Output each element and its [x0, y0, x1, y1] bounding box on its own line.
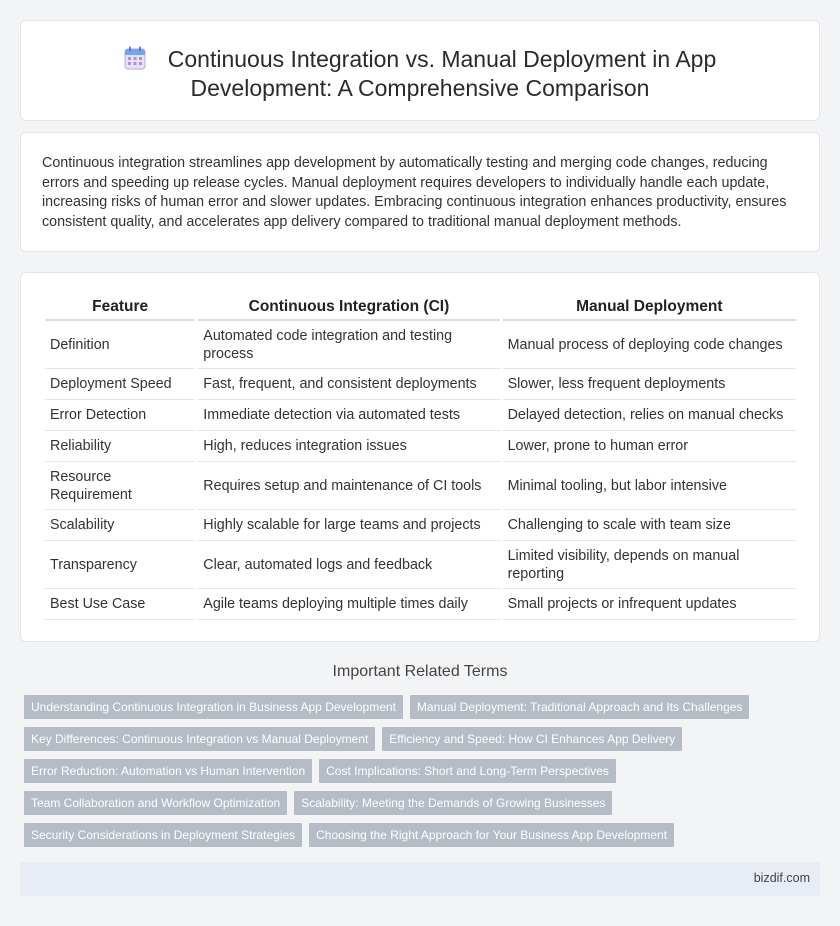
ci-cell: Fast, frequent, and consistent deployments: [198, 369, 499, 400]
related-term-link[interactable]: Efficiency and Speed: How CI Enhances App Delivery: [382, 727, 682, 751]
ci-cell: High, reduces integration issues: [198, 431, 499, 462]
ci-cell: Highly scalable for large teams and projects: [198, 510, 499, 541]
related-term-link[interactable]: Cost Implications: Short and Long-Term Perspectives: [319, 759, 616, 783]
feature-cell: Scalability: [45, 510, 195, 541]
manual-cell: Small projects or infrequent updates: [503, 589, 796, 620]
title-card: [20, 20, 820, 121]
page-title: [21, 45, 819, 103]
feature-cell: Reliability: [45, 431, 195, 462]
header-manual: Manual Deployment: [503, 293, 796, 321]
comparison-table-card: [20, 272, 820, 642]
table-row: [45, 431, 796, 462]
manual-cell: Minimal tooling, but labor intensive: [503, 462, 796, 510]
manual-cell: Delayed detection, relies on manual checks: [503, 400, 796, 431]
related-terms-title: Important Related Terms: [332, 663, 508, 680]
table-row: [45, 369, 796, 400]
table-header-row: [45, 293, 796, 321]
table-row: [45, 589, 796, 620]
intro-card: [20, 132, 820, 252]
footer: [20, 862, 820, 896]
footer-brand[interactable]: bizdif.com: [753, 871, 810, 885]
ci-cell: Agile teams deploying multiple times daily: [198, 589, 499, 620]
table-row: [45, 321, 796, 369]
ci-cell: Requires setup and maintenance of CI tools: [198, 462, 499, 510]
feature-cell: Definition: [45, 321, 195, 369]
table-row: [45, 541, 796, 589]
related-term-link[interactable]: Manual Deployment: Traditional Approach and Its Challenges: [410, 695, 750, 719]
related-term-link[interactable]: Key Differences: Continuous Integration vs Manual Deployment: [24, 727, 375, 751]
feature-cell: Best Use Case: [45, 589, 195, 620]
comparison-table: [42, 293, 799, 620]
related-term-link[interactable]: Choosing the Right Approach for Your Business App Development: [309, 823, 674, 847]
related-terms-list: [24, 695, 814, 855]
header-feature: Feature: [45, 293, 195, 321]
table-row: [45, 510, 796, 541]
related-term-link[interactable]: Security Considerations in Deployment Strategies: [24, 823, 302, 847]
manual-cell: Manual process of deploying code changes: [503, 321, 796, 369]
ci-cell: Clear, automated logs and feedback: [198, 541, 499, 589]
related-term-link[interactable]: Scalability: Meeting the Demands of Growing Businesses: [294, 791, 612, 815]
related-term-link[interactable]: Understanding Continuous Integration in Business App Development: [24, 695, 403, 719]
feature-cell: Deployment Speed: [45, 369, 195, 400]
ci-cell: Automated code integration and testing process: [198, 321, 499, 369]
calendar-icon: [124, 46, 146, 70]
table-row: [45, 400, 796, 431]
related-term-link[interactable]: Error Reduction: Automation vs Human Intervention: [24, 759, 312, 783]
feature-cell: Transparency: [45, 541, 195, 589]
header-ci: Continuous Integration (CI): [198, 293, 499, 321]
ci-cell: Immediate detection via automated tests: [198, 400, 499, 431]
title-line-2: Development: A Comprehensive Comparison: [190, 75, 650, 101]
feature-cell: Error Detection: [45, 400, 195, 431]
manual-cell: Slower, less frequent deployments: [503, 369, 796, 400]
intro-paragraph: Continuous integration streamlines app development by automatically testing and merging code changes, reducing errors and speeding up release cycles. Manual deployment requires developers to individually handle each update, increasing risks of human error and slower updates. Embracing continuous integration enhances productivity, ensures consistent quality, and accelerates app delivery compared to traditional manual deployment methods.: [42, 155, 787, 230]
related-term-link[interactable]: Team Collaboration and Workflow Optimization: [24, 791, 287, 815]
manual-cell: Limited visibility, depends on manual reporting: [503, 541, 796, 589]
title-line-1: Continuous Integration vs. Manual Deployment in App: [167, 46, 717, 72]
table-row: [45, 462, 796, 510]
manual-cell: Challenging to scale with team size: [503, 510, 796, 541]
feature-cell: Resource Requirement: [45, 462, 195, 510]
manual-cell: Lower, prone to human error: [503, 431, 796, 462]
